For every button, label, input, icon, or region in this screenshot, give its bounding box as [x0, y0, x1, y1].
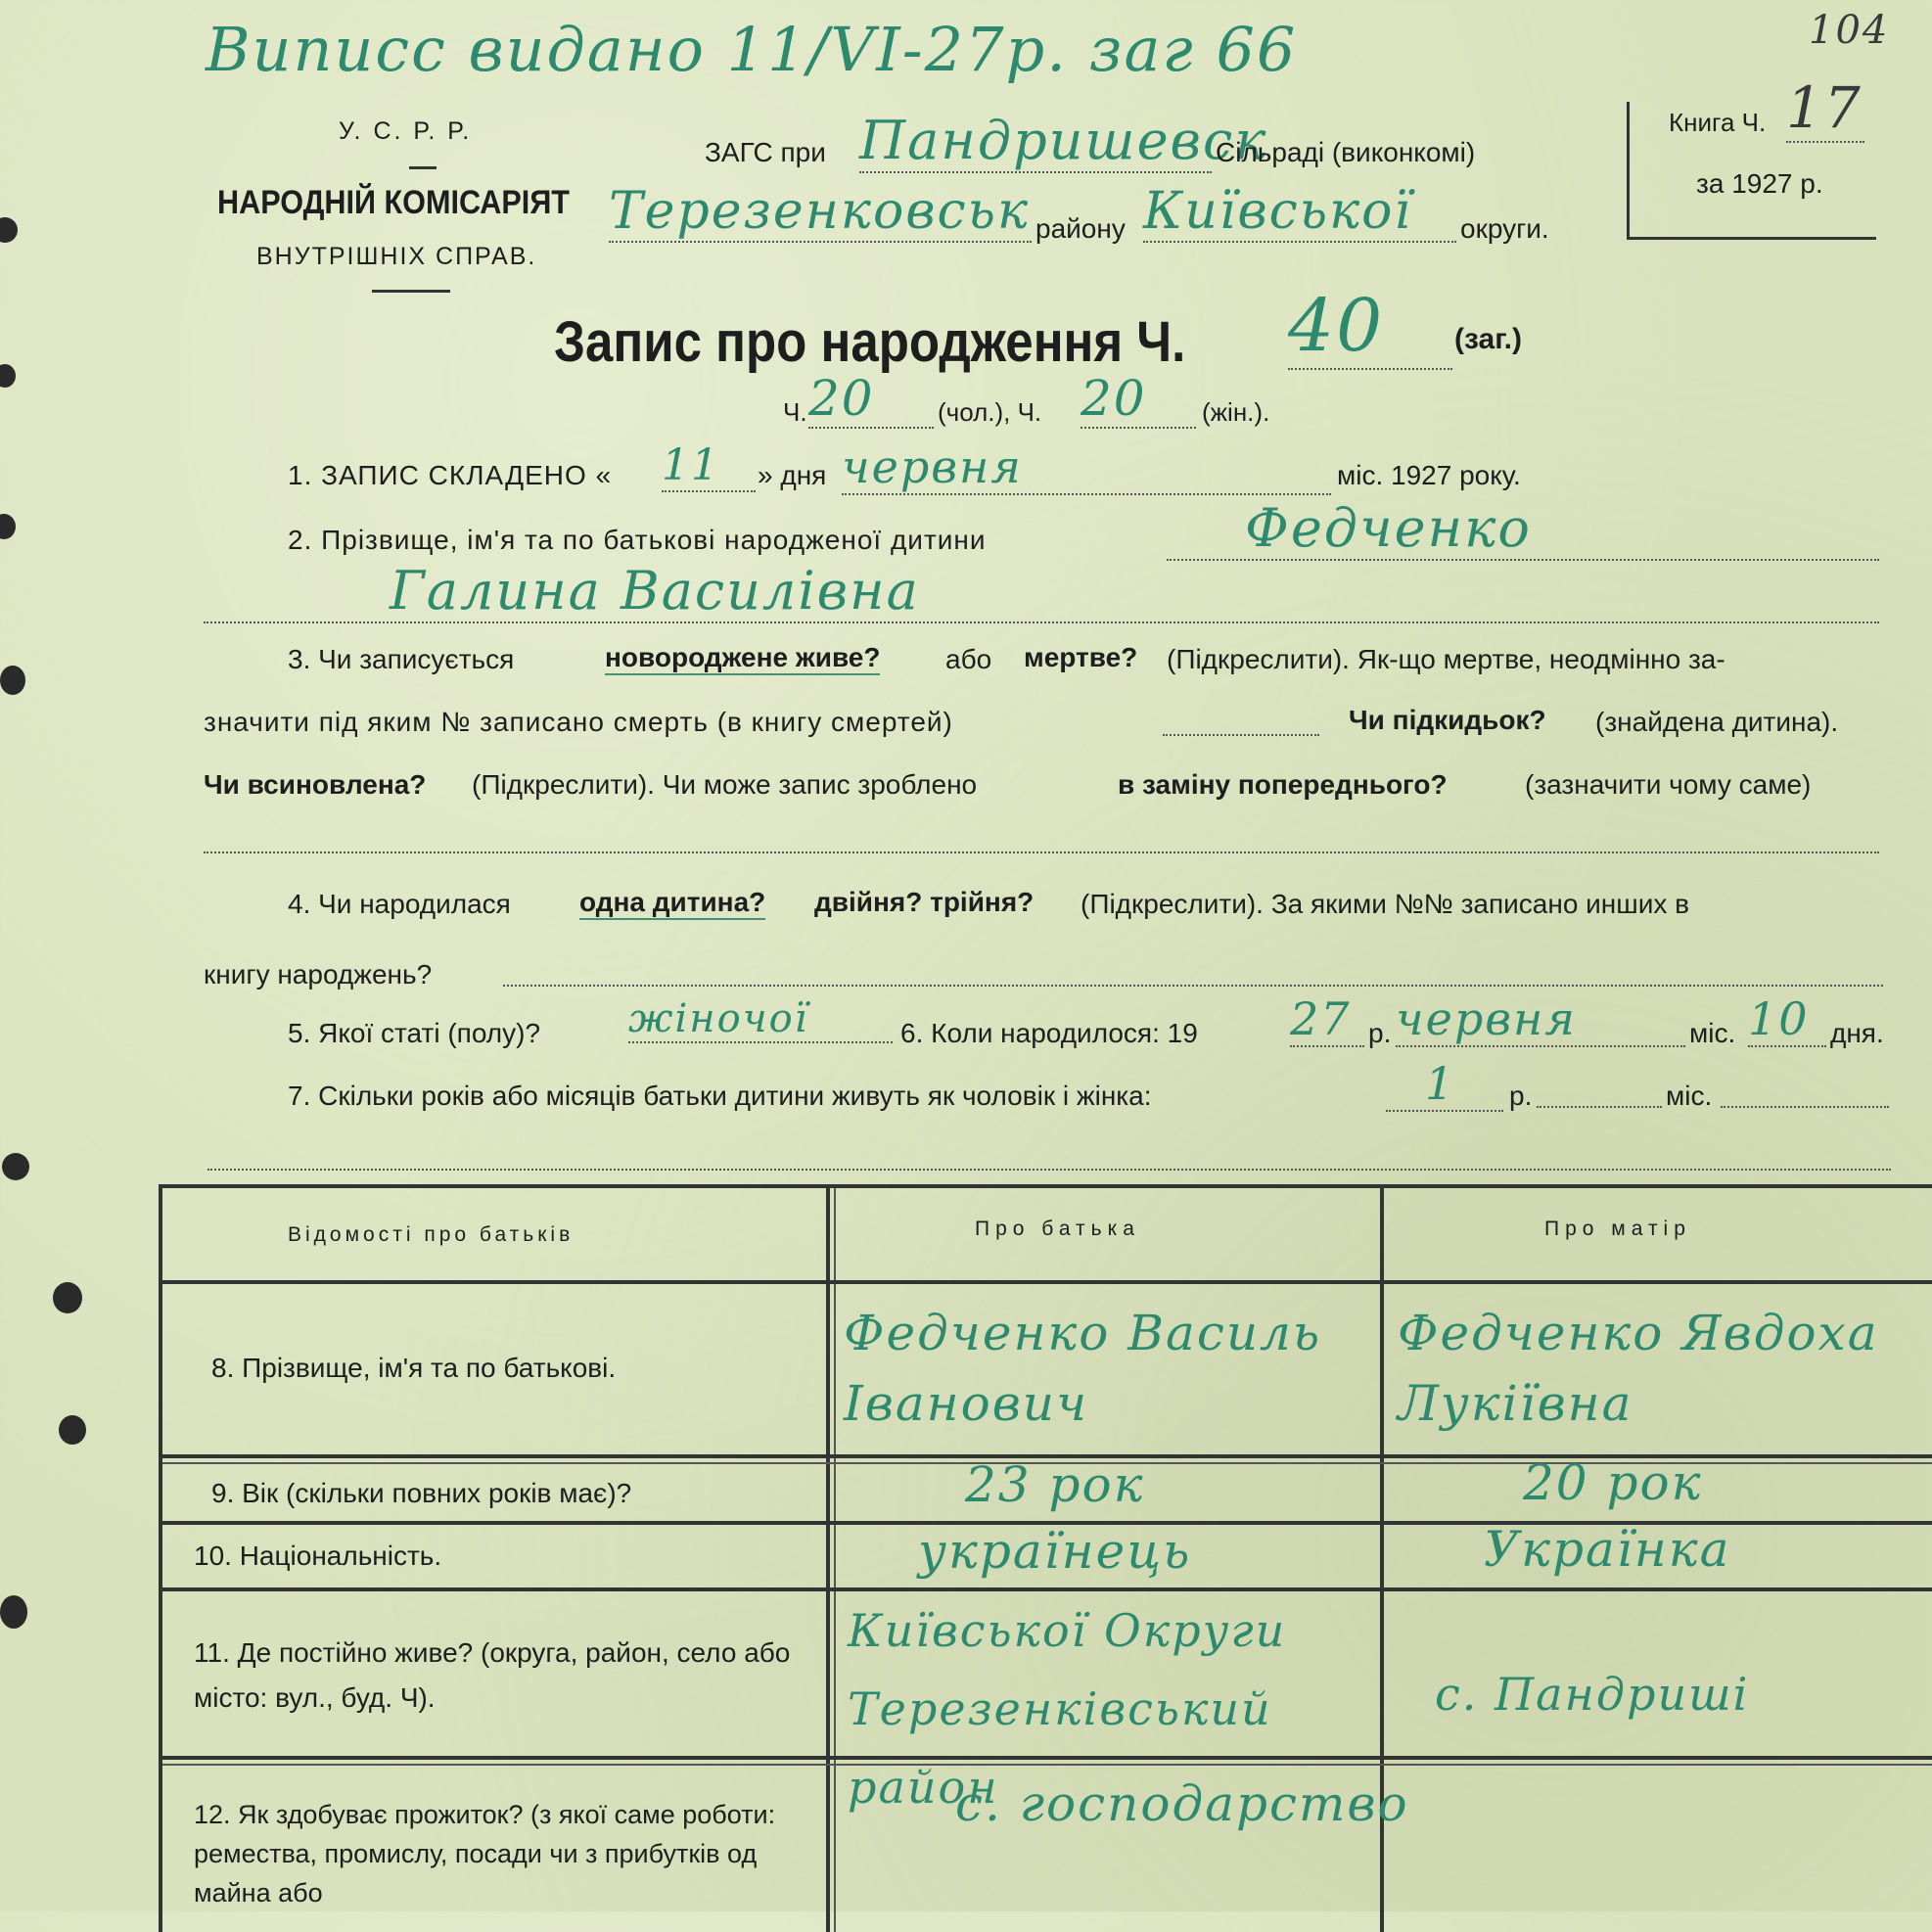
item6-mis: міс.	[1689, 1018, 1736, 1048]
divider	[372, 290, 450, 293]
item3-line2-c: (знайдена дитина).	[1595, 707, 1839, 737]
item4-line2: книгу народжень?	[204, 959, 433, 989]
table-header-info: Відомості про батьків	[288, 1223, 575, 1246]
item4-single-option: одна дитина?	[579, 887, 765, 920]
father-age: 23 рок	[965, 1456, 1145, 1513]
item4-blank	[503, 983, 1883, 987]
item6-label: 6. Коли народилося: 19	[900, 1018, 1198, 1048]
mother-nationality: Українка	[1484, 1521, 1731, 1578]
birth-day: 10	[1748, 992, 1826, 1047]
okruga-name: Київської	[1143, 182, 1456, 243]
item3-line1-a: 3. Чи записується	[288, 644, 515, 674]
document-title: Запис про народження Ч.	[554, 310, 1186, 374]
marriage-years: 1	[1386, 1057, 1503, 1112]
row-label-livelihood: 12. Як здобуває прожиток? (з якої саме роботи: ремества, промислу, посади чи з прибутків од майна або	[194, 1800, 776, 1908]
row-label-age: 9. Вік (скільки повних років має)?	[211, 1478, 632, 1508]
item4-line1-a: 4. Чи народилася	[288, 889, 511, 919]
child-sex: жіночої	[628, 996, 893, 1043]
item6-dnya: дня.	[1830, 1018, 1884, 1048]
row-label-nationality: 10. Національність.	[194, 1541, 442, 1571]
ministry-title: НАРОДНІЙ КОМІСАРІЯТ	[217, 184, 570, 221]
birth-year: 27	[1290, 992, 1364, 1047]
item3-dead-option: мертве?	[1024, 642, 1138, 672]
table-header-father: Про батька	[975, 1218, 1140, 1240]
zags-suffix: Сільраді (виконкомі)	[1216, 137, 1476, 167]
item1-mid: » дня	[758, 460, 827, 490]
zags-prefix: ЗАГС при	[705, 137, 826, 167]
item3-line3-b: (Підкреслити). Чи може запис зроблено	[472, 769, 978, 800]
item1-month: червня	[842, 440, 1331, 495]
item1-prefix: 1. ЗАПИС СКЛАДЕНО «	[288, 460, 613, 490]
corner-page-number: 104	[1809, 8, 1890, 53]
sub-ch-label: Ч.	[783, 397, 807, 427]
row-label-residence: 11. Де постійно живе? (округа, район, село або місто: вул., буд. Ч).	[194, 1637, 791, 1713]
item7-mis: міс.	[1666, 1081, 1713, 1111]
female-record-number: 20	[1081, 370, 1196, 429]
mother-name: Федченко Явдоха Лукіївна	[1398, 1305, 1879, 1432]
item7-r: р.	[1509, 1081, 1533, 1111]
item4-line1-d: (Підкреслити). За якими №№ записано инших в	[1081, 889, 1690, 919]
district-label: району	[1035, 213, 1126, 244]
male-record-number: 20	[808, 370, 934, 429]
district-name: Терезенковськ	[609, 182, 1031, 241]
handwritten-note-top: Виписс видано 11/VI-27р. заг 66	[206, 14, 1298, 85]
child-given-names: Галина Василівна	[204, 560, 1879, 623]
okruga-label: округи.	[1460, 213, 1549, 244]
punch-hole	[0, 217, 18, 243]
item3-adopted: Чи всиновлена?	[204, 769, 427, 800]
table-col-divider	[826, 1188, 830, 1932]
item3-replacement: в заміну попереднього?	[1118, 769, 1448, 800]
punch-hole	[0, 514, 16, 539]
row-label-name: 8. Прізвище, ім'я та по батькові.	[211, 1353, 617, 1383]
item6-r: р.	[1368, 1018, 1392, 1048]
marriage-months-blank	[1537, 1104, 1662, 1108]
table-row-divider	[162, 1280, 1932, 1284]
father-livelihood: с. господарство	[955, 1775, 1409, 1832]
father-name: Федченко Василь Іванович	[844, 1305, 1322, 1432]
book-year: за 1927 р.	[1696, 168, 1823, 199]
item3-line1-e: (Підкреслити). Як-що мертве, неодмінно за-	[1167, 644, 1725, 674]
item2-label: 2. Прізвище, ім'я та по батькові народженої дитини	[288, 525, 987, 555]
book-number-box	[1627, 74, 1876, 240]
death-record-blank	[1163, 732, 1319, 736]
item3-line2-a: значити під яким № записано смерть (в книгу смертей)	[204, 707, 953, 737]
male-label: (чол.), Ч.	[938, 397, 1042, 427]
punch-hole	[59, 1415, 86, 1445]
item3-foundling: Чи підкидьок?	[1349, 705, 1546, 735]
item7-label: 7. Скільки років або місяців батьки дитини живуть як чоловік і жінка:	[288, 1081, 1152, 1111]
item1-day: 11	[662, 440, 756, 492]
item3-alive-option: новороджене живе?	[605, 642, 880, 675]
record-number: 40	[1288, 284, 1452, 370]
item3-reason-blank	[204, 850, 1879, 853]
item3-line1-c: або	[945, 644, 992, 674]
punch-hole	[0, 666, 25, 695]
mother-age: 20 рок	[1523, 1454, 1703, 1511]
female-label: (жін.).	[1202, 397, 1270, 427]
punch-hole	[0, 1595, 27, 1629]
punch-hole	[53, 1282, 82, 1313]
table-header-mother: Про матір	[1544, 1218, 1691, 1240]
item7-tail-blank	[1721, 1104, 1889, 1108]
item1-suffix: міс. 1927 року.	[1337, 460, 1521, 490]
country-label: У. С. Р. Р.	[339, 117, 473, 145]
birth-month: червня	[1396, 992, 1685, 1047]
item3-line3-d: (зазначити чому саме)	[1525, 769, 1812, 800]
father-residence: Київської Округи Терезенківський район	[848, 1604, 1287, 1814]
punch-hole	[0, 364, 16, 388]
table-col-divider	[834, 1188, 836, 1932]
item7-second-line	[207, 1167, 1891, 1171]
parents-table	[159, 1184, 1932, 1932]
divider	[409, 166, 437, 169]
father-nationality: українець	[918, 1523, 1192, 1580]
book-label: Книга Ч.	[1669, 108, 1767, 137]
book-number: 17	[1786, 74, 1864, 143]
ministry-subtitle: ВНУТРІШНІХ СПРАВ.	[256, 243, 537, 270]
item4-twins-triplets: двійня? трійня?	[814, 887, 1035, 917]
child-surname: Федченко	[1167, 497, 1879, 561]
punch-hole	[2, 1153, 29, 1180]
mother-residence: с. Пандриші	[1435, 1668, 1750, 1721]
item5-label: 5. Якої статі (полу)?	[288, 1018, 541, 1048]
title-suffix: (заг.)	[1454, 323, 1523, 355]
zags-village: Пандришевск	[859, 110, 1268, 171]
